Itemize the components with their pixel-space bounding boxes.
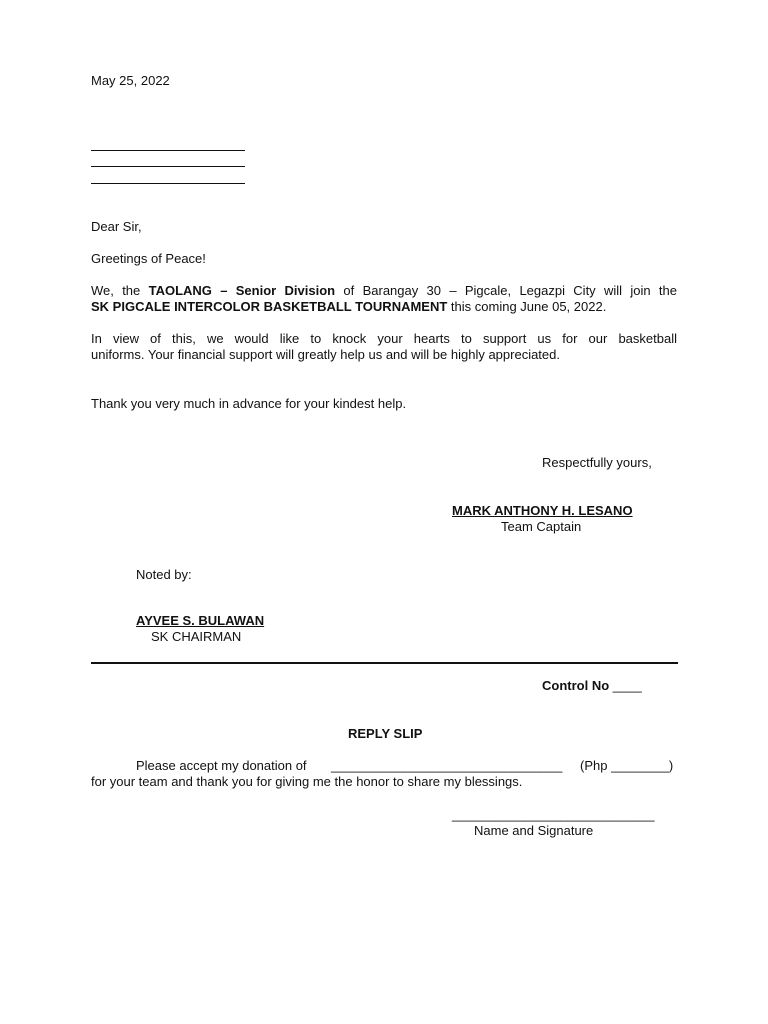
paragraph-intro-line: [91, 299, 677, 315]
paragraph-request-line: uniforms. Your financial support will greatly help us and will be highly appreciated.: [91, 347, 560, 362]
php-amount-blank[interactable]: (Php ________): [580, 758, 674, 773]
donation-amount-blank[interactable]: ________________________________: [331, 758, 563, 773]
control-number: [542, 678, 642, 694]
control-number-blank[interactable]: ____: [612, 678, 642, 693]
paragraph-intro: [91, 283, 677, 315]
donation-line-prefix: Please accept my donation of: [136, 758, 307, 773]
signer-title: Team Captain: [501, 519, 582, 534]
text-run: this coming June 05, 2022.: [447, 299, 607, 314]
tournament-name: SK PIGCALE INTERCOLOR BASKETBALL TOURNAMENT: [91, 299, 448, 314]
thanks-line: Thank you very much in advance for your kindest help.: [91, 396, 407, 411]
paragraph-intro-line: [91, 283, 677, 299]
signature-blank[interactable]: ____________________________: [452, 807, 655, 822]
signature-label: Name and Signature: [474, 823, 594, 838]
reply-slip-title: REPLY SLIP: [348, 726, 423, 741]
recipient-blank-line: [91, 150, 245, 151]
recipient-blank-line: [91, 183, 245, 184]
control-number-label: Control No: [542, 678, 610, 693]
noter-title: SK CHAIRMAN: [151, 629, 242, 644]
paragraph-request-line: In view of this, we would like to knock your hearts to support us for our basketball: [91, 331, 677, 346]
letter-date: May 25, 2022: [91, 73, 170, 88]
recipient-blank-line: [91, 166, 245, 167]
closing: Respectfully yours,: [542, 455, 652, 470]
noted-by-label: Noted by:: [136, 567, 192, 582]
text-run: of Barangay 30 – Pigcale, Legazpi City will join the: [335, 283, 677, 298]
paragraph-request: [91, 331, 677, 363]
noter-name: AYVEE S. BULAWAN: [136, 613, 265, 628]
signer-name: MARK ANTHONY H. LESANO: [452, 503, 633, 518]
greeting: Greetings of Peace!: [91, 251, 206, 266]
divider-rule: [91, 662, 678, 664]
team-name: TAOLANG – Senior Division: [148, 283, 336, 298]
donation-line-continuation: for your team and thank you for giving me the honor to share my blessings.: [91, 774, 523, 789]
salutation: Dear Sir,: [91, 219, 142, 234]
text-run: We, the: [91, 283, 149, 298]
